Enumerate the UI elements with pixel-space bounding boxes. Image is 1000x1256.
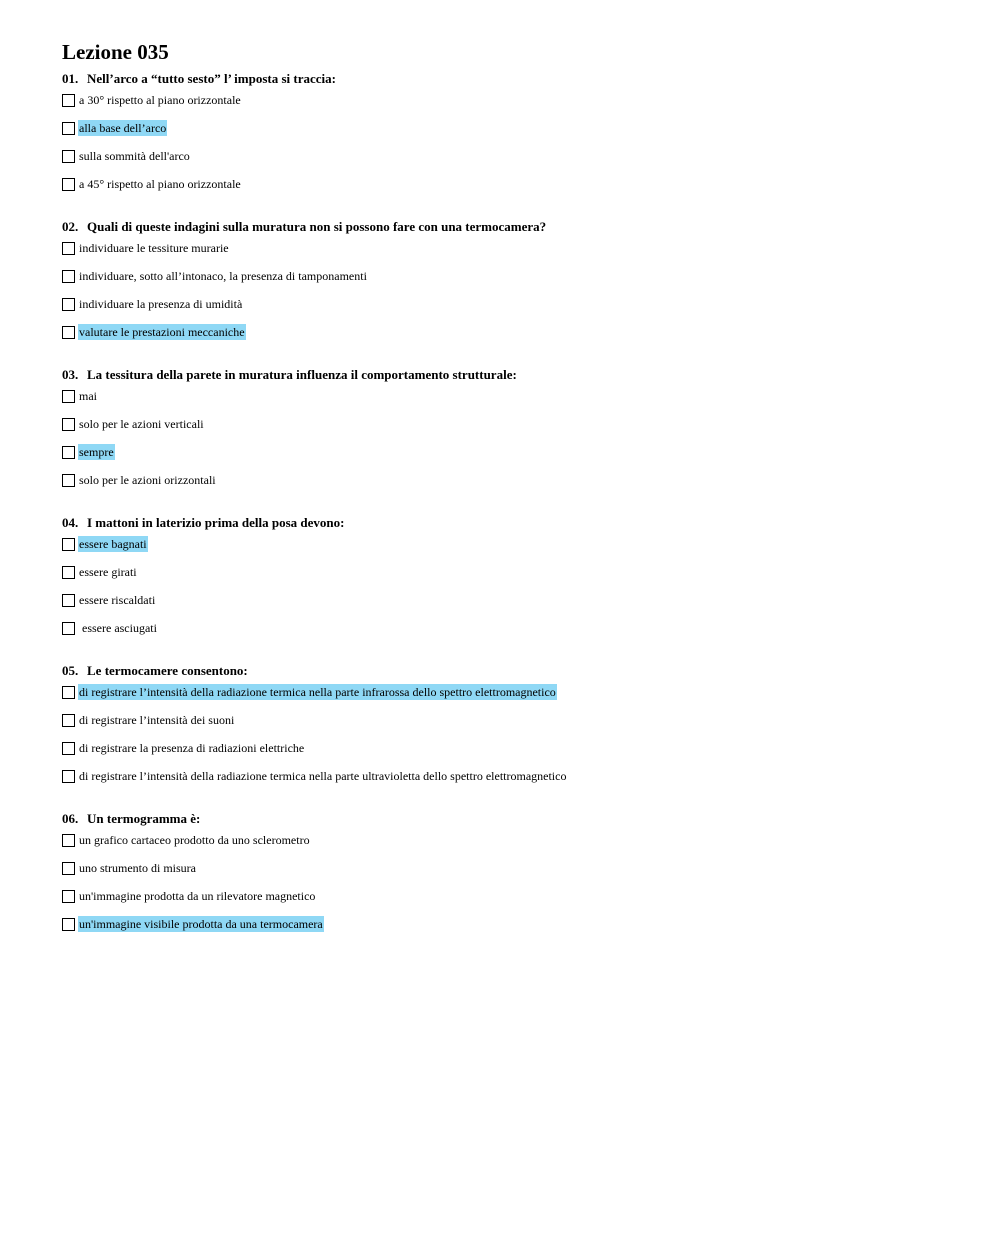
answer-checkbox[interactable] xyxy=(62,686,75,699)
question-block xyxy=(62,662,962,796)
answer-text: essere asciugati xyxy=(79,621,157,635)
answer-checkbox[interactable] xyxy=(62,594,75,607)
answer-option[interactable] xyxy=(62,916,962,944)
answer-checkbox[interactable] xyxy=(62,418,75,431)
question-text xyxy=(62,70,962,92)
answer-text: un grafico cartaceo prodotto da uno sclerometro xyxy=(79,833,310,847)
answer-text-highlighted: alla base dell’arco xyxy=(79,121,167,135)
answer-option[interactable] xyxy=(62,268,962,296)
answer-checkbox[interactable] xyxy=(62,178,75,191)
answer-checkbox[interactable] xyxy=(62,742,75,755)
answer-option[interactable] xyxy=(62,684,962,712)
answer-text: mai xyxy=(79,389,97,403)
answer-option[interactable] xyxy=(62,240,962,268)
answer-text: sulla sommità dell'arco xyxy=(79,149,190,163)
question-label: Nell’arco a “tutto sesto” l’ imposta si traccia: xyxy=(87,71,336,86)
question-text xyxy=(62,366,962,388)
question-spacer xyxy=(62,648,962,662)
answer-text-highlighted: di registrare l’intensità della radiazione termica nella parte infrarossa dello spettro elettromagnetico xyxy=(79,685,556,699)
answer-checkbox[interactable] xyxy=(62,242,75,255)
question-number: 04. xyxy=(62,515,79,530)
answer-text-highlighted: valutare le prestazioni meccaniche xyxy=(79,325,245,339)
answer-checkbox[interactable] xyxy=(62,918,75,931)
question-block xyxy=(62,366,962,500)
answer-option[interactable] xyxy=(62,176,962,204)
answer-option[interactable] xyxy=(62,120,962,148)
answer-option[interactable] xyxy=(62,888,962,916)
question-number: 06. xyxy=(62,811,79,826)
answer-option[interactable] xyxy=(62,296,962,324)
answer-option[interactable] xyxy=(62,388,962,416)
answer-checkbox[interactable] xyxy=(62,150,75,163)
answer-text: di registrare l’intensità della radiazione termica nella parte ultravioletta dello spettro elettromagnetico xyxy=(79,769,567,783)
answer-option[interactable] xyxy=(62,536,962,564)
question-text xyxy=(62,514,962,536)
answer-option[interactable] xyxy=(62,416,962,444)
answer-checkbox[interactable] xyxy=(62,714,75,727)
answer-option[interactable] xyxy=(62,92,962,120)
answer-checkbox[interactable] xyxy=(62,298,75,311)
answer-checkbox[interactable] xyxy=(62,538,75,551)
question-block xyxy=(62,70,962,204)
question-label: I mattoni in laterizio prima della posa devono: xyxy=(87,515,345,530)
answer-option[interactable] xyxy=(62,444,962,472)
answer-option[interactable] xyxy=(62,472,962,500)
answer-text: essere girati xyxy=(79,565,137,579)
answer-checkbox[interactable] xyxy=(62,122,75,135)
answer-checkbox[interactable] xyxy=(62,862,75,875)
answer-checkbox[interactable] xyxy=(62,890,75,903)
answer-text: individuare la presenza di umidità xyxy=(79,297,243,311)
answer-checkbox[interactable] xyxy=(62,770,75,783)
answer-checkbox[interactable] xyxy=(62,326,75,339)
answer-option[interactable] xyxy=(62,592,962,620)
question-text xyxy=(62,810,962,832)
answer-checkbox[interactable] xyxy=(62,622,75,635)
answer-text: di registrare la presenza di radiazioni elettriche xyxy=(79,741,305,755)
answer-text: individuare le tessiture murarie xyxy=(79,241,229,255)
question-text xyxy=(62,662,962,684)
question-text xyxy=(62,218,962,240)
answer-option[interactable] xyxy=(62,768,962,796)
question-block xyxy=(62,810,962,944)
answer-text: essere riscaldati xyxy=(79,593,156,607)
answer-checkbox[interactable] xyxy=(62,390,75,403)
question-block xyxy=(62,514,962,648)
question-spacer xyxy=(62,352,962,366)
answer-text-highlighted: un'immagine visibile prodotta da una termocamera xyxy=(79,917,323,931)
question-block xyxy=(62,218,962,352)
answer-checkbox[interactable] xyxy=(62,474,75,487)
answer-text-highlighted: sempre xyxy=(79,445,114,459)
answer-checkbox[interactable] xyxy=(62,94,75,107)
answer-checkbox[interactable] xyxy=(62,446,75,459)
question-number: 01. xyxy=(62,71,79,86)
question-label: La tessitura della parete in muratura influenza il comportamento strutturale: xyxy=(87,367,517,382)
question-label: Quali di queste indagini sulla muratura non si possono fare con una termocamera? xyxy=(87,219,547,234)
answer-option[interactable] xyxy=(62,832,962,860)
question-number: 02. xyxy=(62,219,79,234)
answer-checkbox[interactable] xyxy=(62,270,75,283)
answer-option[interactable] xyxy=(62,148,962,176)
question-spacer xyxy=(62,796,962,810)
question-label: Le termocamere consentono: xyxy=(87,663,248,678)
answer-option[interactable] xyxy=(62,860,962,888)
answer-text: a 45° rispetto al piano orizzontale xyxy=(79,177,241,191)
answer-option[interactable] xyxy=(62,740,962,768)
document-page xyxy=(62,40,962,944)
question-spacer xyxy=(62,204,962,218)
answer-text: a 30° rispetto al piano orizzontale xyxy=(79,93,241,107)
answer-text: individuare, sotto all’intonaco, la presenza di tamponamenti xyxy=(79,269,367,283)
answer-text: solo per le azioni verticali xyxy=(79,417,204,431)
answer-text-highlighted: essere bagnati xyxy=(79,537,147,551)
page-title: Lezione 035 xyxy=(62,40,169,64)
answer-text: solo per le azioni orizzontali xyxy=(79,473,216,487)
question-list xyxy=(62,70,962,944)
answer-option[interactable] xyxy=(62,620,962,648)
answer-checkbox[interactable] xyxy=(62,834,75,847)
question-number: 05. xyxy=(62,663,79,678)
question-label: Un termogramma è: xyxy=(87,811,201,826)
answer-option[interactable] xyxy=(62,324,962,352)
answer-option[interactable] xyxy=(62,712,962,740)
answer-checkbox[interactable] xyxy=(62,566,75,579)
answer-option[interactable] xyxy=(62,564,962,592)
question-spacer xyxy=(62,500,962,514)
answer-text: di registrare l’intensità dei suoni xyxy=(79,713,235,727)
question-number: 03. xyxy=(62,367,79,382)
answer-text: uno strumento di misura xyxy=(79,861,196,875)
answer-text: un'immagine prodotta da un rilevatore magnetico xyxy=(79,889,316,903)
